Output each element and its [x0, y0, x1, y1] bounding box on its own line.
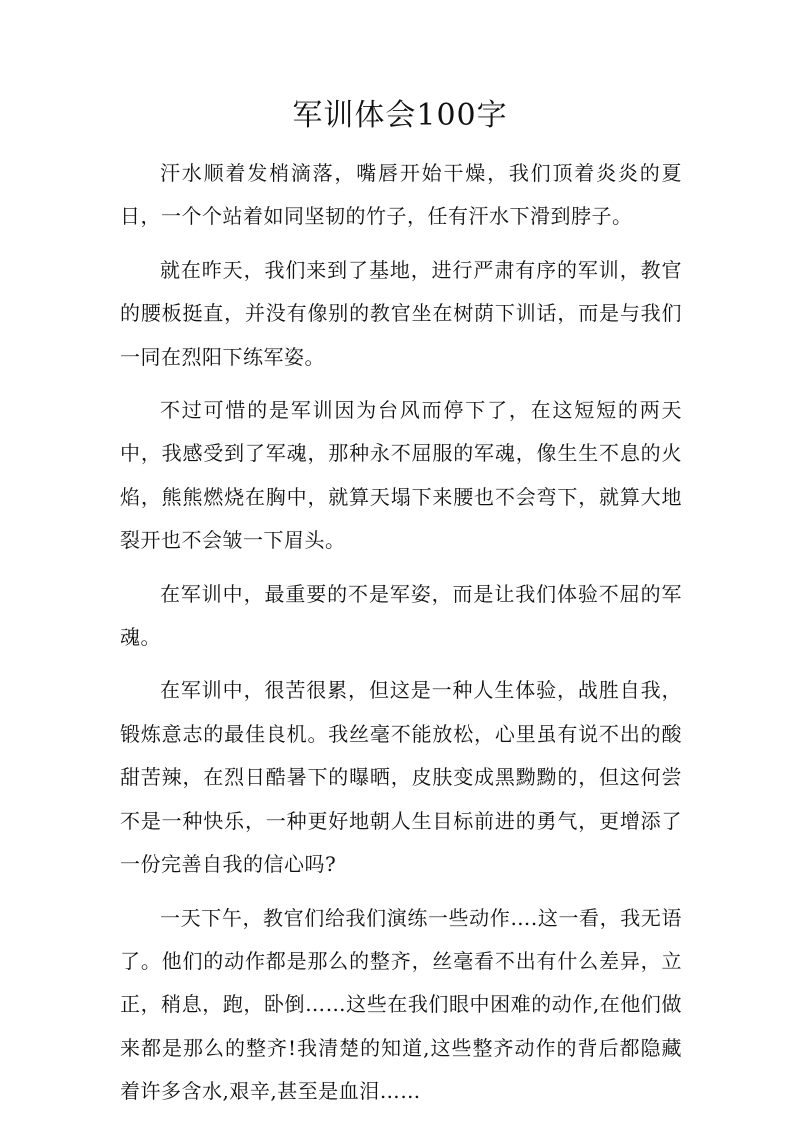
paragraph-2: 就在昨天，我们来到了基地，进行严肃有序的军训，教官的腰板挺直，并没有像别的教官坐在树荫下训话，而是与我们一同在烈阳下练军姿。: [120, 257, 682, 369]
document-title: 军训体会100字: [292, 98, 508, 133]
paragraph-6: 一天下午，教官们给我们演练一些动作….这一看，我无语了。他们的动作都是那么的整齐，丝毫看不出有什么差异，立正，稍息，跑，卧倒……这些在我们眼中困难的动作,在他们做来都是那么的整齐!我清楚的知道,这些整齐动作的背后都隐藏着许多含水,艰辛,甚至是血泪……: [120, 905, 682, 1104]
document-body: [120, 152, 682, 1124]
paragraph-4: 在军训中，最重要的不是军姿，而是让我们体验不屈的军魂。: [120, 581, 682, 650]
paragraph-1: 汗水顺着发梢滴落，嘴唇开始干燥，我们顶着炎炎的夏日，一个个站着如同坚韧的竹子，任有汗水下滑到脖子。: [120, 161, 682, 229]
paragraph-5: 在军训中，很苦很累，但这是一种人生体验，战胜自我，锻炼意志的最佳良机。我丝毫不能放松，心里虽有说不出的酸甜苦辣，在烈日酷暑下的曝晒，皮肤变成黑黝黝的，但这何尝不是一种快乐，一种更好地朝人生目标前进的勇气，更增添了一份完善自我的信心吗?: [120, 678, 682, 877]
paragraph-3: 不过可惜的是军训因为台风而停下了，在这短短的两天中，我感受到了军魂，那种永不屈服的军魂，像生生不息的火焰，熊熊燃烧在胸中，就算天塌下来腰也不会弯下，就算大地裂开也不会皱一下眉头。: [120, 398, 682, 553]
